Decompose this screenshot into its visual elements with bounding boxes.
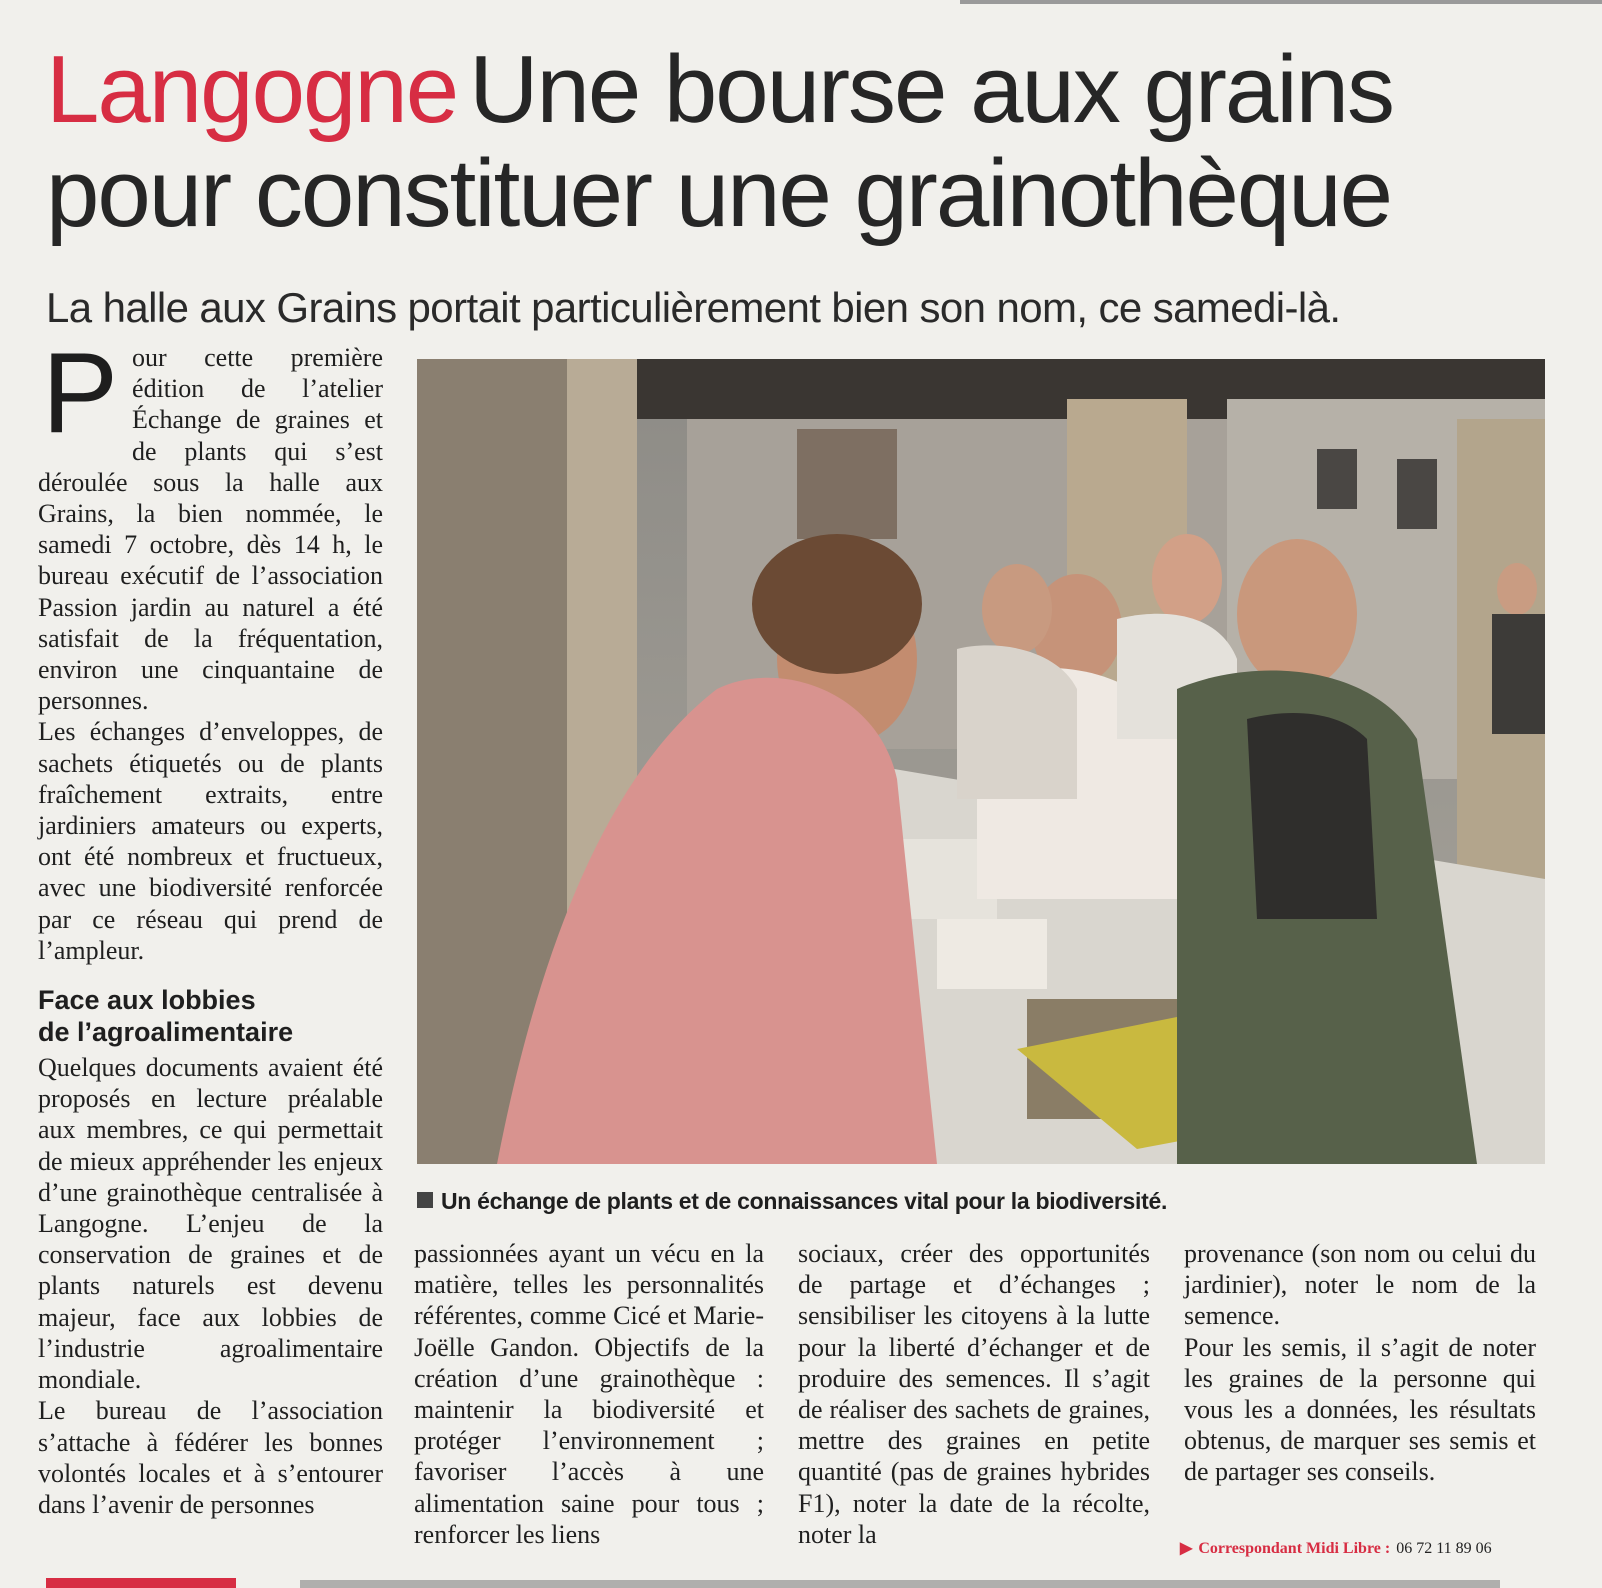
headline	[46, 38, 1576, 246]
headline-city: Langogne	[46, 36, 458, 143]
column-4-paragraph-2: Pour les semis, il s’agit de noter les graines de la personne qui vous les a données, les résultats obtenus, de marquer ses semis et de partager ses conseils.	[1184, 1332, 1536, 1487]
article-column-3	[798, 1238, 1150, 1550]
paragraph-3: Quelques documents avaient été proposés en lecture préalable aux membres, ce qui permettait de mieux appréhender les enjeux d’une grainothèque centralisée à Langogne. L’enjeu de la conservation de graines et de plants naturels est devenu majeur, face aux lobbies de l’industrie agroalimentaire mondiale.	[38, 1053, 383, 1395]
paragraph-1: our cette première édition de l’atelier Échange de graines et de plants qui s’est déroulée sous la halle aux Grains, la bien nommée, le samedi 7 octobre, dès 14 h, le bureau exécutif de l’association Passion jardin au naturel a été satisfait de la fréquentation, environ une cinquantaine de personnes.	[38, 343, 383, 716]
intertitle-line-1: Face aux lobbies	[38, 985, 256, 1016]
intertitle-line-2: de l’agroalimentaire	[38, 1017, 294, 1048]
triangle-arrow-icon: ▶	[1180, 1540, 1193, 1557]
photo-caption-text: Un échange de plants et de connaissances vital pour la biodiversité.	[441, 1188, 1168, 1214]
photo-illustration	[417, 359, 1545, 1164]
next-article-fragment	[300, 1580, 1500, 1588]
article-column-2	[414, 1238, 764, 1550]
subheadline: La halle aux Grains portait particulièrement bien son nom, ce samedi-là.	[46, 284, 1341, 331]
photo-caption	[417, 1186, 1567, 1216]
column-4-paragraph-1: provenance (son nom ou celui du jardinier), noter le nom de la semence.	[1184, 1239, 1536, 1331]
intertitle	[38, 984, 383, 1048]
correspondent-credit	[1180, 1538, 1492, 1558]
column-3-text: sociaux, créer des opportunités de partage et d’échanges ; sensibiliser les citoyens à la lutte pour la liberté d’échanger et de produire des semences. Il s’agit de réaliser des sachets de graines, mettre des graines en petite quantité (pas de graines hybrides F1), noter la date de la récolte, noter la	[798, 1239, 1150, 1549]
credit-phone: 06 72 11 89 06	[1396, 1540, 1492, 1557]
column-2-text: passionnées ayant un vécu en la matière, telles les personnalités référentes, comme Cicé et Marie-Joëlle Gandon. Objectifs de la création d’une grainothèque : maintenir la biodiversité et protéger l’environnement ; favoriser l’accès à une alimentation saine pour tous ; renforcer les liens	[414, 1239, 764, 1549]
caption-square-icon	[417, 1192, 433, 1208]
article-column-4	[1184, 1238, 1536, 1488]
paragraph-2: Les échanges d’enveloppes, de sachets étiquetés ou de plants fraîchement extraits, entre jardiniers amateurs ou experts, ont été nombreux et fructueux, avec une biodiversité renforcée par ce réseau qui prend de l’ampleur.	[38, 717, 383, 965]
top-rule	[960, 0, 1602, 4]
credit-label: Correspondant Midi Libre :	[1198, 1540, 1391, 1557]
paragraph-4: Le bureau de l’association s’attache à fédérer les bonnes volontés locales et à s’entourer dans l’avenir de personnes	[38, 1396, 383, 1519]
article-photo	[417, 359, 1545, 1164]
drop-cap: P	[42, 330, 119, 457]
headline-line-1	[46, 38, 1576, 142]
headline-line-1-text: Une bourse aux grains	[469, 36, 1394, 143]
article-column-1	[38, 330, 383, 1520]
next-article-red-fragment	[46, 1578, 236, 1588]
headline-line-2: pour constituer une grainothèque	[46, 140, 1392, 247]
